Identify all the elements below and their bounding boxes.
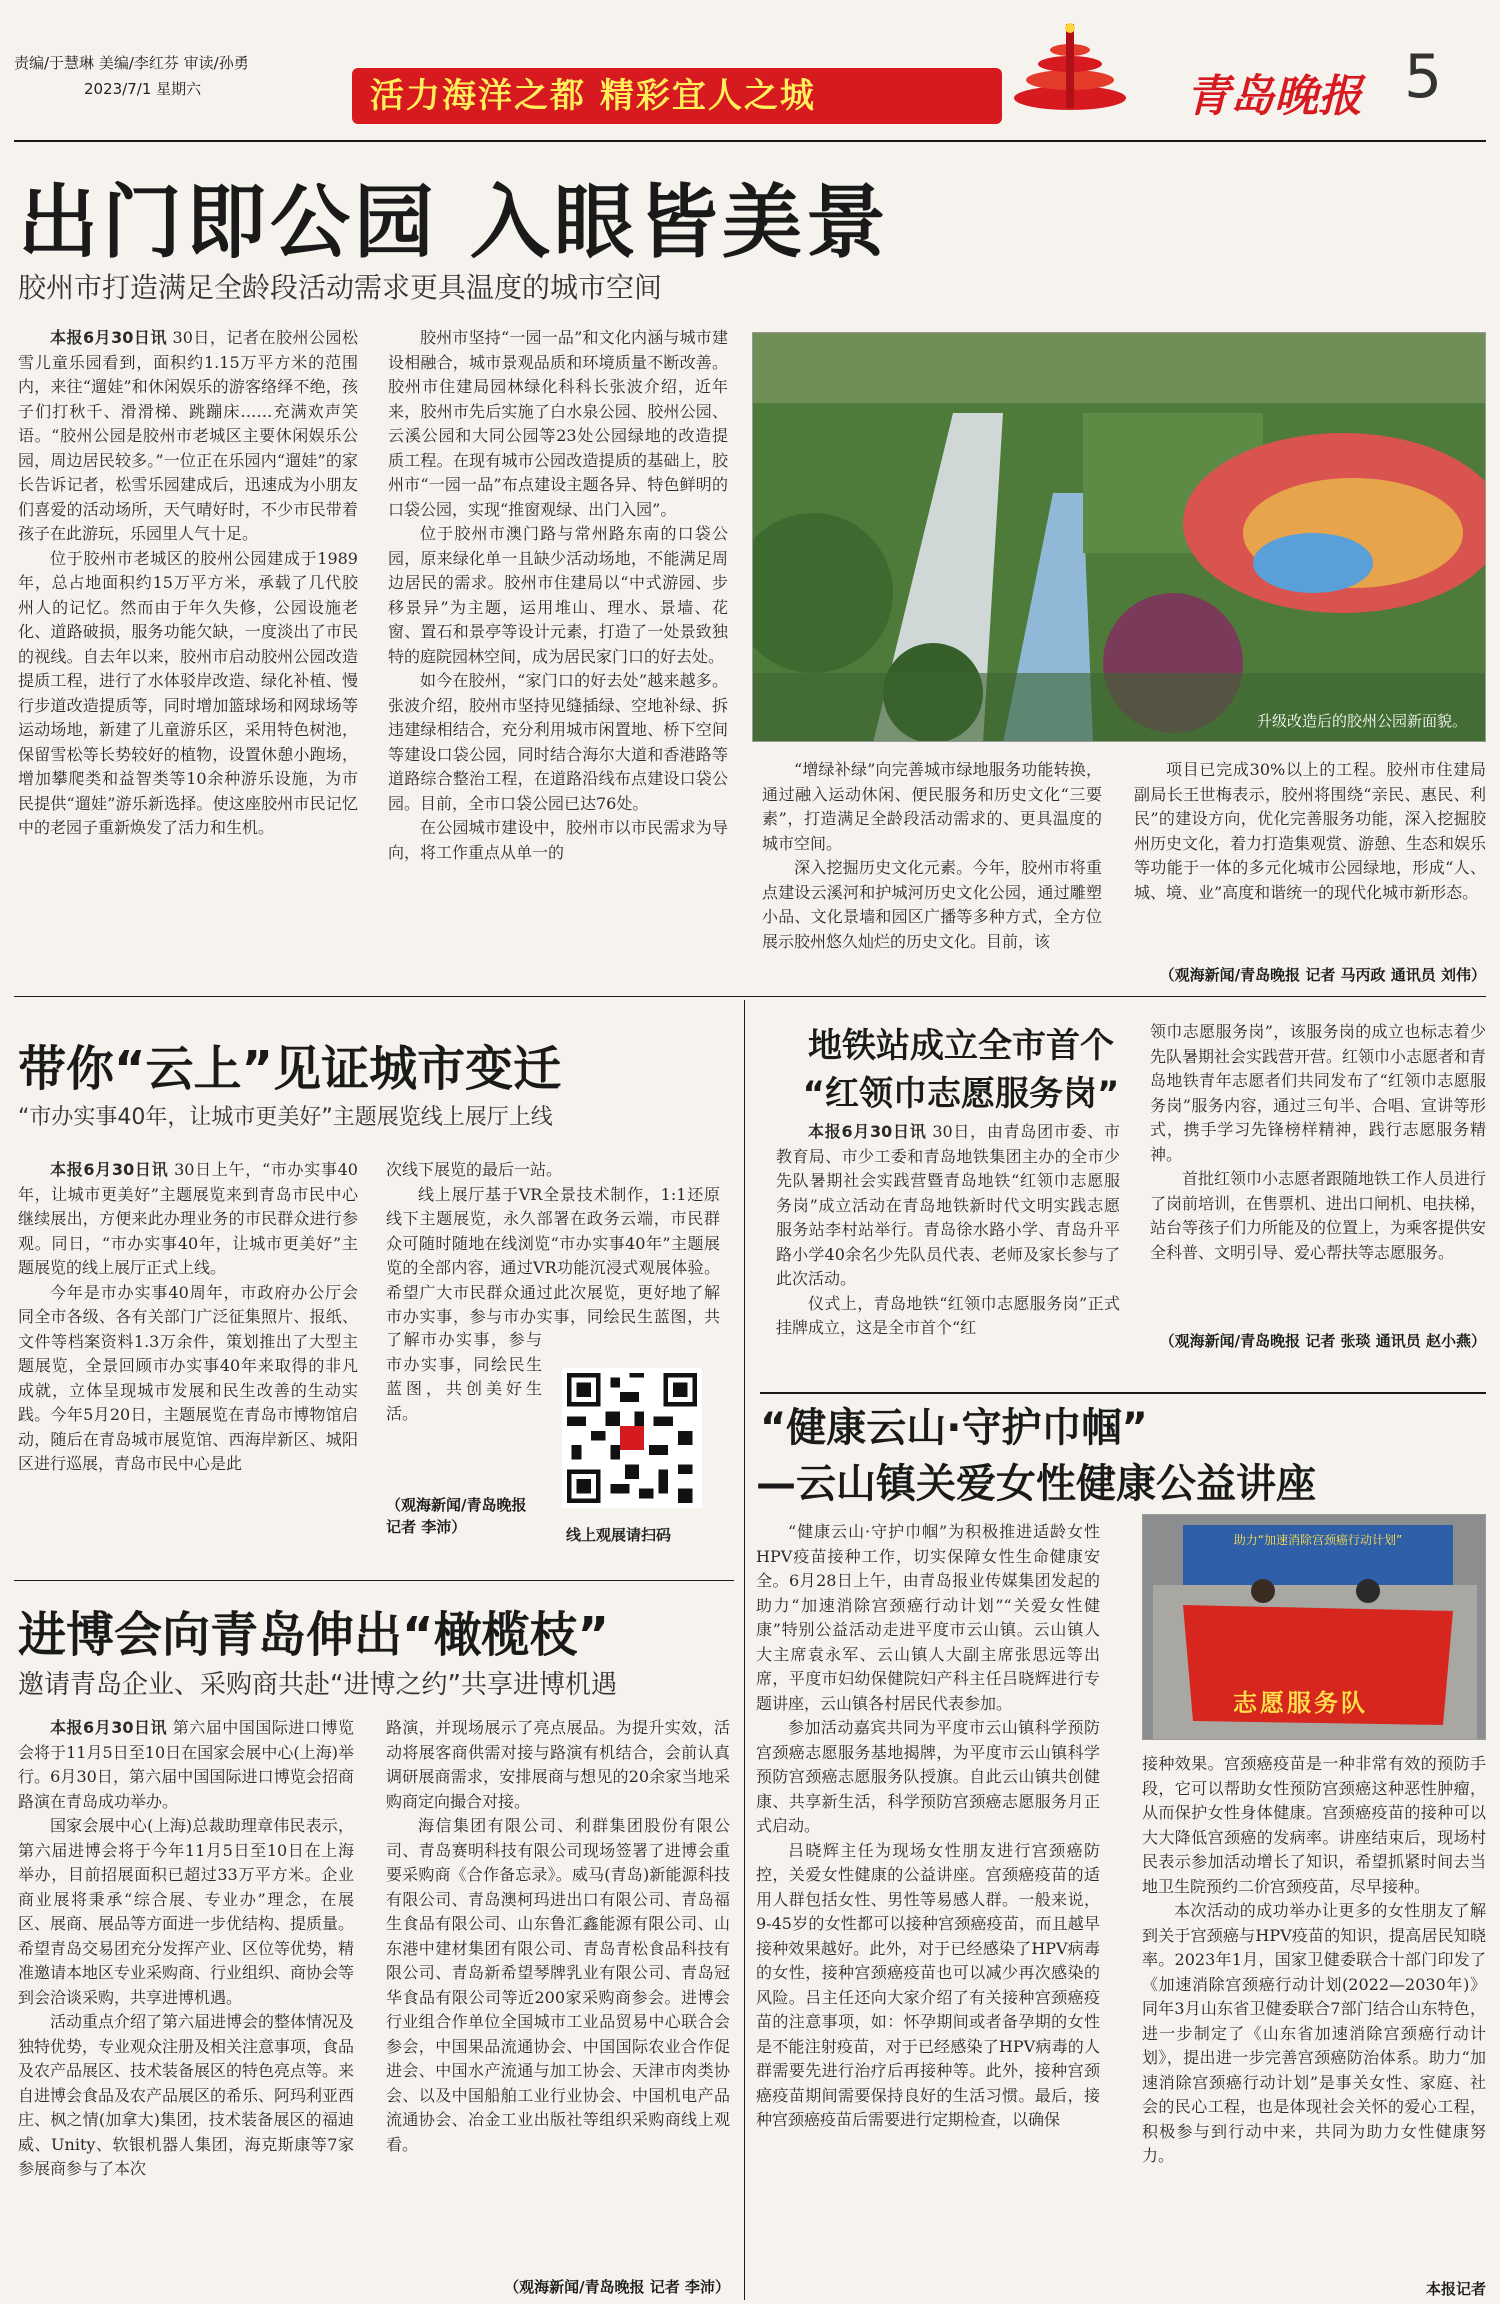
article1-col3-para1: “增绿补绿”向完善城市绿地服务功能转换，通过融入运动休闲、便民服务和历史文化“三要素”，打造满足全龄段活动需求的、更具温度的城市空间。 bbox=[762, 760, 1102, 853]
article1-col2-para1: 胶州市坚持“一园一品”和文化内涵与城市建设相融合，城市景观品质和环境质量不断改善。胶州市住建局园林绿化科科长张波介绍，近年来，胶州市先后实施了白水泉公园、胶州公园、云溪公园和大同公园等23处公园绿地的改造提质工程。在现有城市公园改造提质的基础上，胶州市“一园一品”布点建设主题各异、特色鲜明的口袋公园，实现“推窗观绿、出门入园”。 bbox=[388, 328, 728, 519]
article4-title bbox=[756, 1400, 1486, 1512]
article4-title-line1: “健康云山·守护巾帼” bbox=[760, 1405, 1148, 1451]
article2-col2-continued: 了解市办实事，参与市办实事，同绘民生蓝图，共创美好生活。 bbox=[386, 1330, 542, 1423]
article1-col2-para4: 在公园城市建设中，胶州市以市民需求为导向，将工作重点从单一的 bbox=[388, 818, 728, 862]
vertical-divider bbox=[744, 1000, 745, 2300]
article4-col1-para3: 吕晓辉主任为现场女性朋友进行宫颈癌防控，关爱女性健康的公益讲座。宫颈癌疫苗的适用人群包括女性、男性等易感人群。一般来说，9-45岁的女性都可以接种宫颈癌疫苗，而且越早接种效果越好。此外，对于已经感染了HPV病毒的女性，接种宫颈癌疫苗也可以减少再次感染的风险。吕主任还向大家介绍了有关接种宫颈癌疫苗的注意事项，如：怀孕期间或者备孕期的女性是不能注射疫苗，对于已经感染了HPV病毒的人群需要先进行治疗后再接种等。此外，接种宫颈癌疫苗期间需要保持良好的生活习惯。最后，接种宫颈癌疫苗后需要进行定期检查，以确保 bbox=[756, 1840, 1100, 2129]
article5-col1-para2: 国家会展中心(上海)总裁助理章伟民表示，第六届进博会将于今年11月5日至10日在上海举办，目前招展面积已超过33万平方米。企业商业展将秉承“综合展、专业办”理念，在展区、展商、展品等方面进一步优结构、提质量。希望青岛交易团充分发挥产业、区位等优势，精准邀请本地区专业采购商、行业组织、商协会等到会洽谈采购，共享进博机遇。 bbox=[18, 1816, 354, 2007]
article3-title-line1: 地铁站成立全市首个 bbox=[808, 1026, 1114, 1066]
article2-col2-para1: 次线下展览的最后一站。 bbox=[386, 1160, 563, 1179]
article4-col1 bbox=[756, 1520, 1100, 2304]
article2-byline: （观海新闻/青岛晚报 记者 李沛） bbox=[386, 1496, 527, 1536]
photo-board-text: 助力“加速消除宫颈癌行动计划” bbox=[1233, 1533, 1403, 1547]
article3-col1 bbox=[776, 1120, 1120, 1382]
editors-credit: 责编/于慧琳 美编/李红芬 审读/孙勇 bbox=[14, 54, 249, 72]
article1-col3 bbox=[762, 758, 1102, 986]
photo-banner-text: 志愿服务队 bbox=[1233, 1689, 1368, 1717]
article5-col2 bbox=[386, 1716, 730, 2272]
article2-title: 带你“云上”见证城市变迁 bbox=[18, 1041, 562, 1097]
article1-lead: 本报6月30日讯 bbox=[50, 328, 167, 347]
article4-col1-para2: 参加活动嘉宾共同为平度市云山镇科学预防宫颈癌志愿服务基地揭牌，为平度市云山镇科学预防宫颈癌志愿服务队授旗。自此云山镇共创健康、共享新生活，科学预防宫颈癌志愿服务月正式启动。 bbox=[756, 1718, 1100, 1835]
divider-3 bbox=[14, 1580, 734, 1581]
article1-col1 bbox=[18, 326, 358, 986]
article3-col1-text: 30日，由青岛团市委、市教育局、市少工委和青岛地铁集团主办的全市少先队暑期社会实践营暨青岛地铁“红领巾志愿服务岗”成立活动在青岛地铁新时代文明实践志愿服务站李村站举行。青岛徐水路小学、青岛升平路小学40余名少先队员代表、老师及家长参与了此次活动。 bbox=[776, 1122, 1120, 1288]
article2-col1 bbox=[18, 1158, 358, 1570]
issue-date: 2023/7/1 星期六 bbox=[84, 80, 202, 98]
article3-title bbox=[776, 1022, 1146, 1118]
article3-title-line2: “红领巾志愿服务岗” bbox=[802, 1074, 1120, 1114]
article2-col1-text: 30日上午，“市办实事40年，让城市更美好”主题展览来到青岛市民中心继续展出，方便来此办理业务的市民群众进行参观。同日，“市办实事40年，让城市更美好”主题展览的线上展厅正式上线。 bbox=[18, 1160, 358, 1277]
masthead-rule bbox=[14, 140, 1486, 142]
article5-lead: 本报6月30日讯 bbox=[50, 1718, 168, 1737]
article2-col1-para2: 今年是市办实事40周年，市政府办公厅会同全市各级、各有关部门广泛征集照片、报纸、文件等档案资料1.3万余件，策划推出了大型主题展览，全景回顾市办实事40年来取得的非凡成就，立体呈现城市发展和民生改善的生动实践。今年5月20日，主题展览在青岛市博物馆启动，随后在青岛城市展览馆、西海岸新区、城阳区进行巡展，青岛市民中心是此 bbox=[18, 1282, 358, 1473]
article1-col3-para2: 深入挖掘历史文化元素。今年，胶州市将重点建设云溪河和护城河历史文化公园，通过雕塑小品、文化景墙和园区广播等多种方式，全方位展示胶州悠久灿烂的历史文化。目前，该 bbox=[762, 858, 1102, 951]
article5-col2-para2: 海信集团有限公司、利群集团股份有限公司、青岛赛明科技有限公司现场签署了进博会重要采购商《合作备忘录》。威马(青岛)新能源科技有限公司、青岛澳柯玛进出口有限公司、青岛福生食品有限公司、山东鲁汇鑫能源有限公司、山东港中建材集团有限公司、青岛青松食品科技有限公司、青岛新希望琴牌乳业有限公司、青岛冠华食品有限公司等近200家采购商参会。进博会行业组合作单位全国城市工业品贸易中心联合会参会，中国果品流通协会、中国国际农业合作促进会、中国水产流通与加工协会、天津市肉类协会、以及中国船舶工业行业协会、中国机电产品流通协会、冶金工业出版社等组织采购商线上观看。 bbox=[386, 1816, 730, 2154]
article5-col1-para3: 活动重点介绍了第六届进博会的整体情况及独特优势，专业观众注册及相关注意事项，食品及农产品展区、技术装备展区的特色亮点等。来自进博会食品及农产品展区的希乐、阿玛利亚西庄、枫之情(加拿大)集团，技术装备展区的福迪威、Unity、软银机器人集团，海克斯康等7家参展商参与了本次 bbox=[18, 2012, 354, 2178]
article4-title-line2: —云山镇关爱女性健康公益讲座 bbox=[756, 1461, 1316, 1507]
article1-col1-para2: 位于胶州市老城区的胶州公园建成于1989年，总占地面积约15万平方米，承载了几代胶州人的记忆。然而由于年久失修，公园设施老化、道路破损，服务功能欠缺，一度淡出了市民的视线。自去年以来，胶州市启动胶州公园改造提质工程，进行了水体驳岸改造、绿化补植、慢行步道改造提质等，同时增加篮球场和网球场等运动场地，新建了儿童游乐区，采用特色树池，保留雪松等长势较好的植物，设置休憩小跑场，增加攀爬类和益智类等10余种游乐设施，为市民提供“遛娃”游乐新选择。使这座胶州市民记忆中的老园子重新焕发了活力和生机。 bbox=[18, 548, 358, 837]
article2-lead: 本报6月30日讯 bbox=[50, 1160, 169, 1179]
article5-col1-text: 第六届中国国际进口博览会将于11月5日至10日在国家会展中心(上海)举行。6月30日，第六届中国国际进口博览会招商路演在青岛成功举办。 bbox=[18, 1718, 354, 1811]
article4-byline: 本报记者 bbox=[1425, 2280, 1486, 2298]
article1-title: 出门即公园 入眼皆美景 bbox=[18, 176, 890, 269]
volunteer-team-photo bbox=[1142, 1514, 1486, 1740]
article2-col2-side bbox=[386, 1328, 542, 1498]
article3-lead: 本报6月30日讯 bbox=[808, 1122, 927, 1141]
article1-col4 bbox=[1134, 758, 1486, 964]
article3-col2-para2: 首批红领巾小志愿者跟随地铁工作人员进行了岗前培训，在售票机、进出口闸机、电扶梯，站台等孩子们力所能及的位置上，为乘客提供安全科普、文明引导、爱心帮扶等志愿服务。 bbox=[1150, 1169, 1486, 1262]
article5-col2-para1: 路演，并现场展示了亮点展品。为提升实效，活动将展客商供需对接与路演有机结合，会前认真调研展商需求，安排展商与想见的20余家当地采购商定向撮合对接。 bbox=[386, 1718, 730, 1811]
paper-brand-logo: 青岛晚报 bbox=[1186, 71, 1362, 122]
qr-code-label: 线上观展请扫码 bbox=[566, 1526, 672, 1544]
article5-byline: （观海新闻/青岛晚报 记者 李沛） bbox=[504, 2278, 730, 2296]
article3-byline: （观海新闻/青岛晚报 记者 张琰 通讯员 赵小燕） bbox=[1159, 1332, 1486, 1350]
park-photo-caption: 升级改造后的胶州公园新面貌。 bbox=[1256, 712, 1467, 730]
divider-2 bbox=[760, 1392, 1486, 1394]
article1-subtitle: 胶州市打造满足全龄段活动需求更具温度的城市空间 bbox=[18, 271, 663, 304]
article1-col2-para2: 位于胶州市澳门路与常州路东南的口袋公园，原来绿化单一且缺少活动场地，不能满足周边居民的需求。胶州市住建局以“中式游园、步移景异”为主题，运用堆山、理水、景墙、花窗、置石和景亭等设计元素，打造了一处景致独特的庭院园林空间，成为居民家门口的好去处。 bbox=[388, 524, 728, 666]
park-aerial-photo bbox=[752, 332, 1486, 742]
article5-subtitle: 邀请青岛企业、采购商共赴“进博之约”共享进博机遇 bbox=[18, 1670, 617, 1700]
article3-col2 bbox=[1150, 1020, 1486, 1330]
article1-col4-para1: 项目已完成30%以上的工程。胶州市住建局副局长王世梅表示，胶州将围绕“亲民、惠民、利民”的建设方向，优化完善服务功能，深入挖掘胶州历史文化，着力打造集观赏、游憩、生态和娱乐等功能于一体的多元化城市公园绿地，形成“人、城、境、业”高度和谐统一的现代化城市新形态。 bbox=[1134, 760, 1486, 902]
article2-col2-top bbox=[386, 1158, 720, 1328]
article5-col1 bbox=[18, 1716, 354, 2300]
article4-col1-para1: “健康云山·守护巾帼”为积极推进适龄女性HPV疫苗接种工作，切实保障女性生命健康安全。6月28日上午，由青岛报业传媒集团发起的助力“加速消除宫颈癌行动计划”“关爱女性健康”特别公益活动走进平度市云山镇。云山镇人大主席袁永军、云山镇人大副主席张思远等出席，平度市妇幼保健院妇产科主任吕晓辉进行专题讲座，云山镇各村居民代表参加。 bbox=[756, 1522, 1100, 1713]
article1-col1-text: 30日，记者在胶州公园松雪儿童乐园看到，面积约1.15万平方米的范围内，来往“遛娃”和休闲娱乐的游客络绎不绝，孩子们打秋千、滑滑梯、跳蹦床……充满欢声笑语。“胶州公园是胶州市老城区主要休闲娱乐公园，周边居民较多。”一位正在乐园内“遛娃”的家长告诉记者，松雪乐园建成后，迅速成为小朋友们喜爱的活动场所，天气晴好时，不少市民带着孩子在此游玩，乐园里人气十足。 bbox=[18, 328, 358, 543]
article4-col2-para2: 本次活动的成功举办让更多的女性朋友了解到关于宫颈癌与HPV疫苗的知识，提高居民知晓率。2023年1月，国家卫健委联合十部门印发了《加速消除宫颈癌行动计划(2022—2030年)》同年3月山东省卫健委联合7部门结合山东特色，进一步制定了《山东省加速消除宫颈癌行动计划》，提出进一步完善宫颈癌防治体系。助力“加速消除宫颈癌行动计划”是事关女性、家庭、社会的民心工程，也是体现社会关怀的爱心工程，积极参与到行动中来，共同为助力女性健康努力。 bbox=[1142, 1901, 1486, 2165]
article1-col2-para3: 如今在胶州，“家门口的好去处”越来越多。张波介绍，胶州市坚持见缝插绿、空地补绿、拆违建绿相结合，充分利用城市闲置地、桥下空间等建设口袋公园，同时结合海尔大道和香港路等道路综合整治工程，在道路沿线布点建设口袋公园。目前，全市口袋公园已达76处。 bbox=[388, 671, 728, 813]
article4-col2-para1: 接种效果。宫颈癌疫苗是一种非常有效的预防手段，它可以帮助女性预防宫颈癌这种恶性肿瘤，从而保护女性身体健康。宫颈癌疫苗的接种可以大大降低宫颈癌的发病率。讲座结束后，现场村民表示参加活动增长了知识，希望抓紧时间去当地卫生院预约二价宫颈疫苗，尽早接种。 bbox=[1142, 1754, 1486, 1896]
article5-title: 进博会向青岛伸出“橄榄枝” bbox=[18, 1607, 610, 1663]
divider-1 bbox=[14, 996, 1486, 997]
article1-col2 bbox=[388, 326, 728, 986]
article1-byline: （观海新闻/青岛晚报 记者 马丙政 通讯员 刘伟） bbox=[1159, 966, 1486, 984]
article3-col2-para1: 领巾志愿服务岗”，该服务岗的成立也标志着少先队暑期社会实践营开营。红领巾小志愿者和青岛地铁青年志愿者们共同发布了“红领巾志愿服务岗”服务内容，通过三句半、合唱、宣讲等形式，携手学习先锋榜样精神，践行志愿服务精神。 bbox=[1150, 1022, 1486, 1164]
tower-logo-icon bbox=[1010, 20, 1130, 130]
article3-col1-para2: 仪式上，青岛地铁“红领巾志愿服务岗”正式挂牌成立，这是全市首个“红 bbox=[776, 1293, 1120, 1337]
article2-subtitle: “市办实事40年，让城市更美好”主题展览线上展厅上线 bbox=[18, 1105, 553, 1130]
article2-col2-para2: 线上展厅基于VR全景技术制作，1:1还原线下主题展览，永久部署在政务云端，市民群众可随时随地在线浏览“市办实事40年”主题展览的全部内容，通过VR功能沉浸式观展体验。希望广大市民群众通过此次展览，更好地了解市办实事，参与市办实事，同绘民生蓝图，共 bbox=[386, 1184, 720, 1326]
page-number: 5 bbox=[1404, 42, 1443, 112]
article4-col2 bbox=[1142, 1752, 1486, 2276]
qr-code-icon[interactable] bbox=[562, 1368, 702, 1508]
slogan-banner: 活力海洋之都 精彩宜人之城 bbox=[352, 68, 1002, 124]
